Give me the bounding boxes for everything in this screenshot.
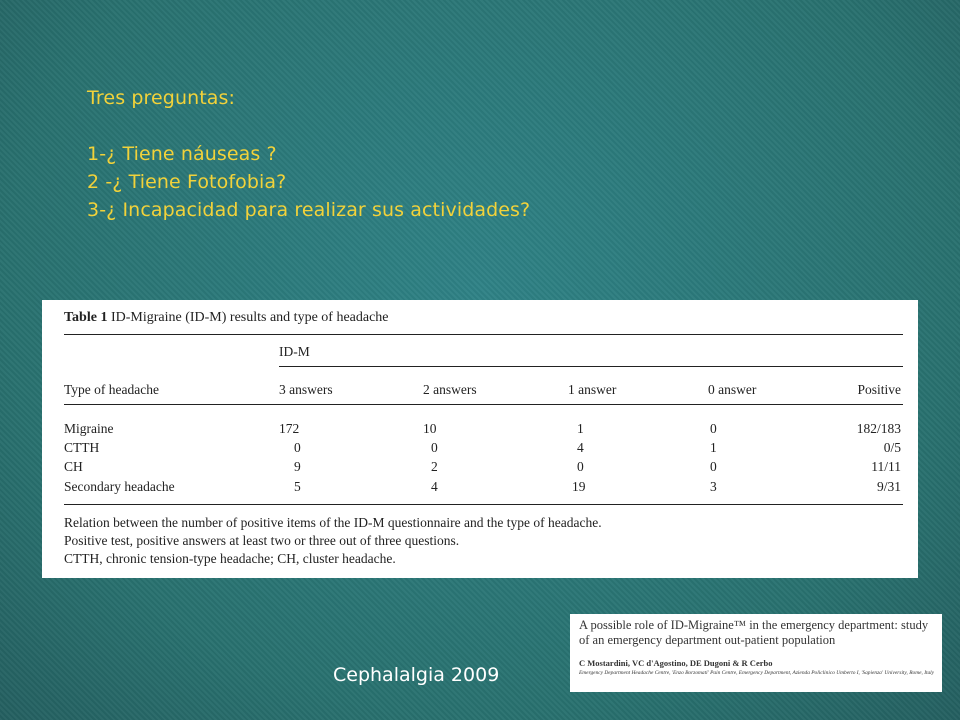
table-footnotes [64, 514, 602, 568]
table-cell: 182/183 [856, 421, 901, 436]
footnote-3: CTTH, chronic tension-type headache; CH, cluster headache. [64, 551, 396, 566]
table-cell: 11/11 [871, 459, 901, 474]
citation-title: A possible role of ID-Migraine™ in the emergency department: study of an emergency department out-patient population [579, 618, 929, 647]
column-header-type: Type of headache [64, 382, 160, 397]
table-cell: 0 [577, 459, 584, 474]
table-cell: 2 [431, 459, 438, 474]
table-cell: 1 [577, 421, 584, 436]
table-cell: 1 [710, 440, 717, 455]
column-header-3-answers: 3 answers [279, 382, 333, 397]
column-header-positive: Positive [857, 382, 901, 397]
table-cell: 0/5 [883, 440, 901, 455]
table-caption-text: ID-Migraine (ID-M) results and type of headache [110, 310, 389, 325]
footnote-2: Positive test, positive answers at least two or three out of three questions. [64, 533, 460, 548]
questions-title: Tres preguntas: [87, 87, 236, 109]
header-rule [64, 404, 903, 405]
column-header-1-answer: 1 answer [568, 382, 617, 397]
footnote-1: Relation between the number of positive items of the ID-M questionnaire and the type of headache. [64, 515, 602, 530]
group-rule [279, 366, 903, 367]
table-cell: 4 [431, 479, 438, 494]
table-cell: 4 [577, 440, 584, 455]
table-row: Migraine [64, 421, 114, 436]
table-cell: 5 [294, 479, 301, 494]
table-top-rule [64, 334, 903, 335]
column-header-0-answer: 0 answer [708, 382, 757, 397]
questions-block [87, 84, 530, 224]
table-cell: 0 [294, 440, 301, 455]
table-bottom-rule [64, 504, 903, 505]
column-header-2-answers: 2 answers [423, 382, 477, 397]
citation-card [570, 614, 942, 692]
table-cell: 9/31 [876, 479, 901, 494]
table-cell: 0 [710, 421, 717, 436]
table-cell: 10 [423, 421, 437, 436]
table-cell: 172 [279, 421, 300, 436]
table-cell: 3 [710, 479, 717, 494]
table-cell: 0 [431, 440, 438, 455]
citation-affiliation: Emergency Department Headache Centre, 'Enzo Borzomati' Pain Centre, Emergency Department, Azienda Policlinico Umberto I, 'Sapienza' University, Rome, Italy [579, 670, 935, 676]
question-3: 3-¿ Incapacidad para realizar sus actividades? [87, 199, 531, 221]
results-table [42, 300, 918, 578]
table-row: CTTH [64, 440, 100, 455]
table-cell: 19 [572, 479, 586, 494]
table-caption [64, 310, 389, 326]
table-row: Secondary headache [64, 479, 175, 494]
table-caption-label: Table 1 [64, 310, 108, 325]
table-cell: 0 [710, 459, 717, 474]
journal-label: Cephalalgia 2009 [333, 664, 500, 686]
question-2: 2 -¿ Tiene Fotofobia? [87, 171, 287, 193]
group-header: ID-M [279, 344, 310, 359]
table-row: CH [64, 459, 83, 474]
citation-authors: C Mostardini, VC d'Agostino, DE Dugoni & R Cerbo [579, 658, 773, 668]
question-1: 1-¿ Tiene náuseas ? [87, 143, 277, 165]
table-cell: 9 [294, 459, 301, 474]
